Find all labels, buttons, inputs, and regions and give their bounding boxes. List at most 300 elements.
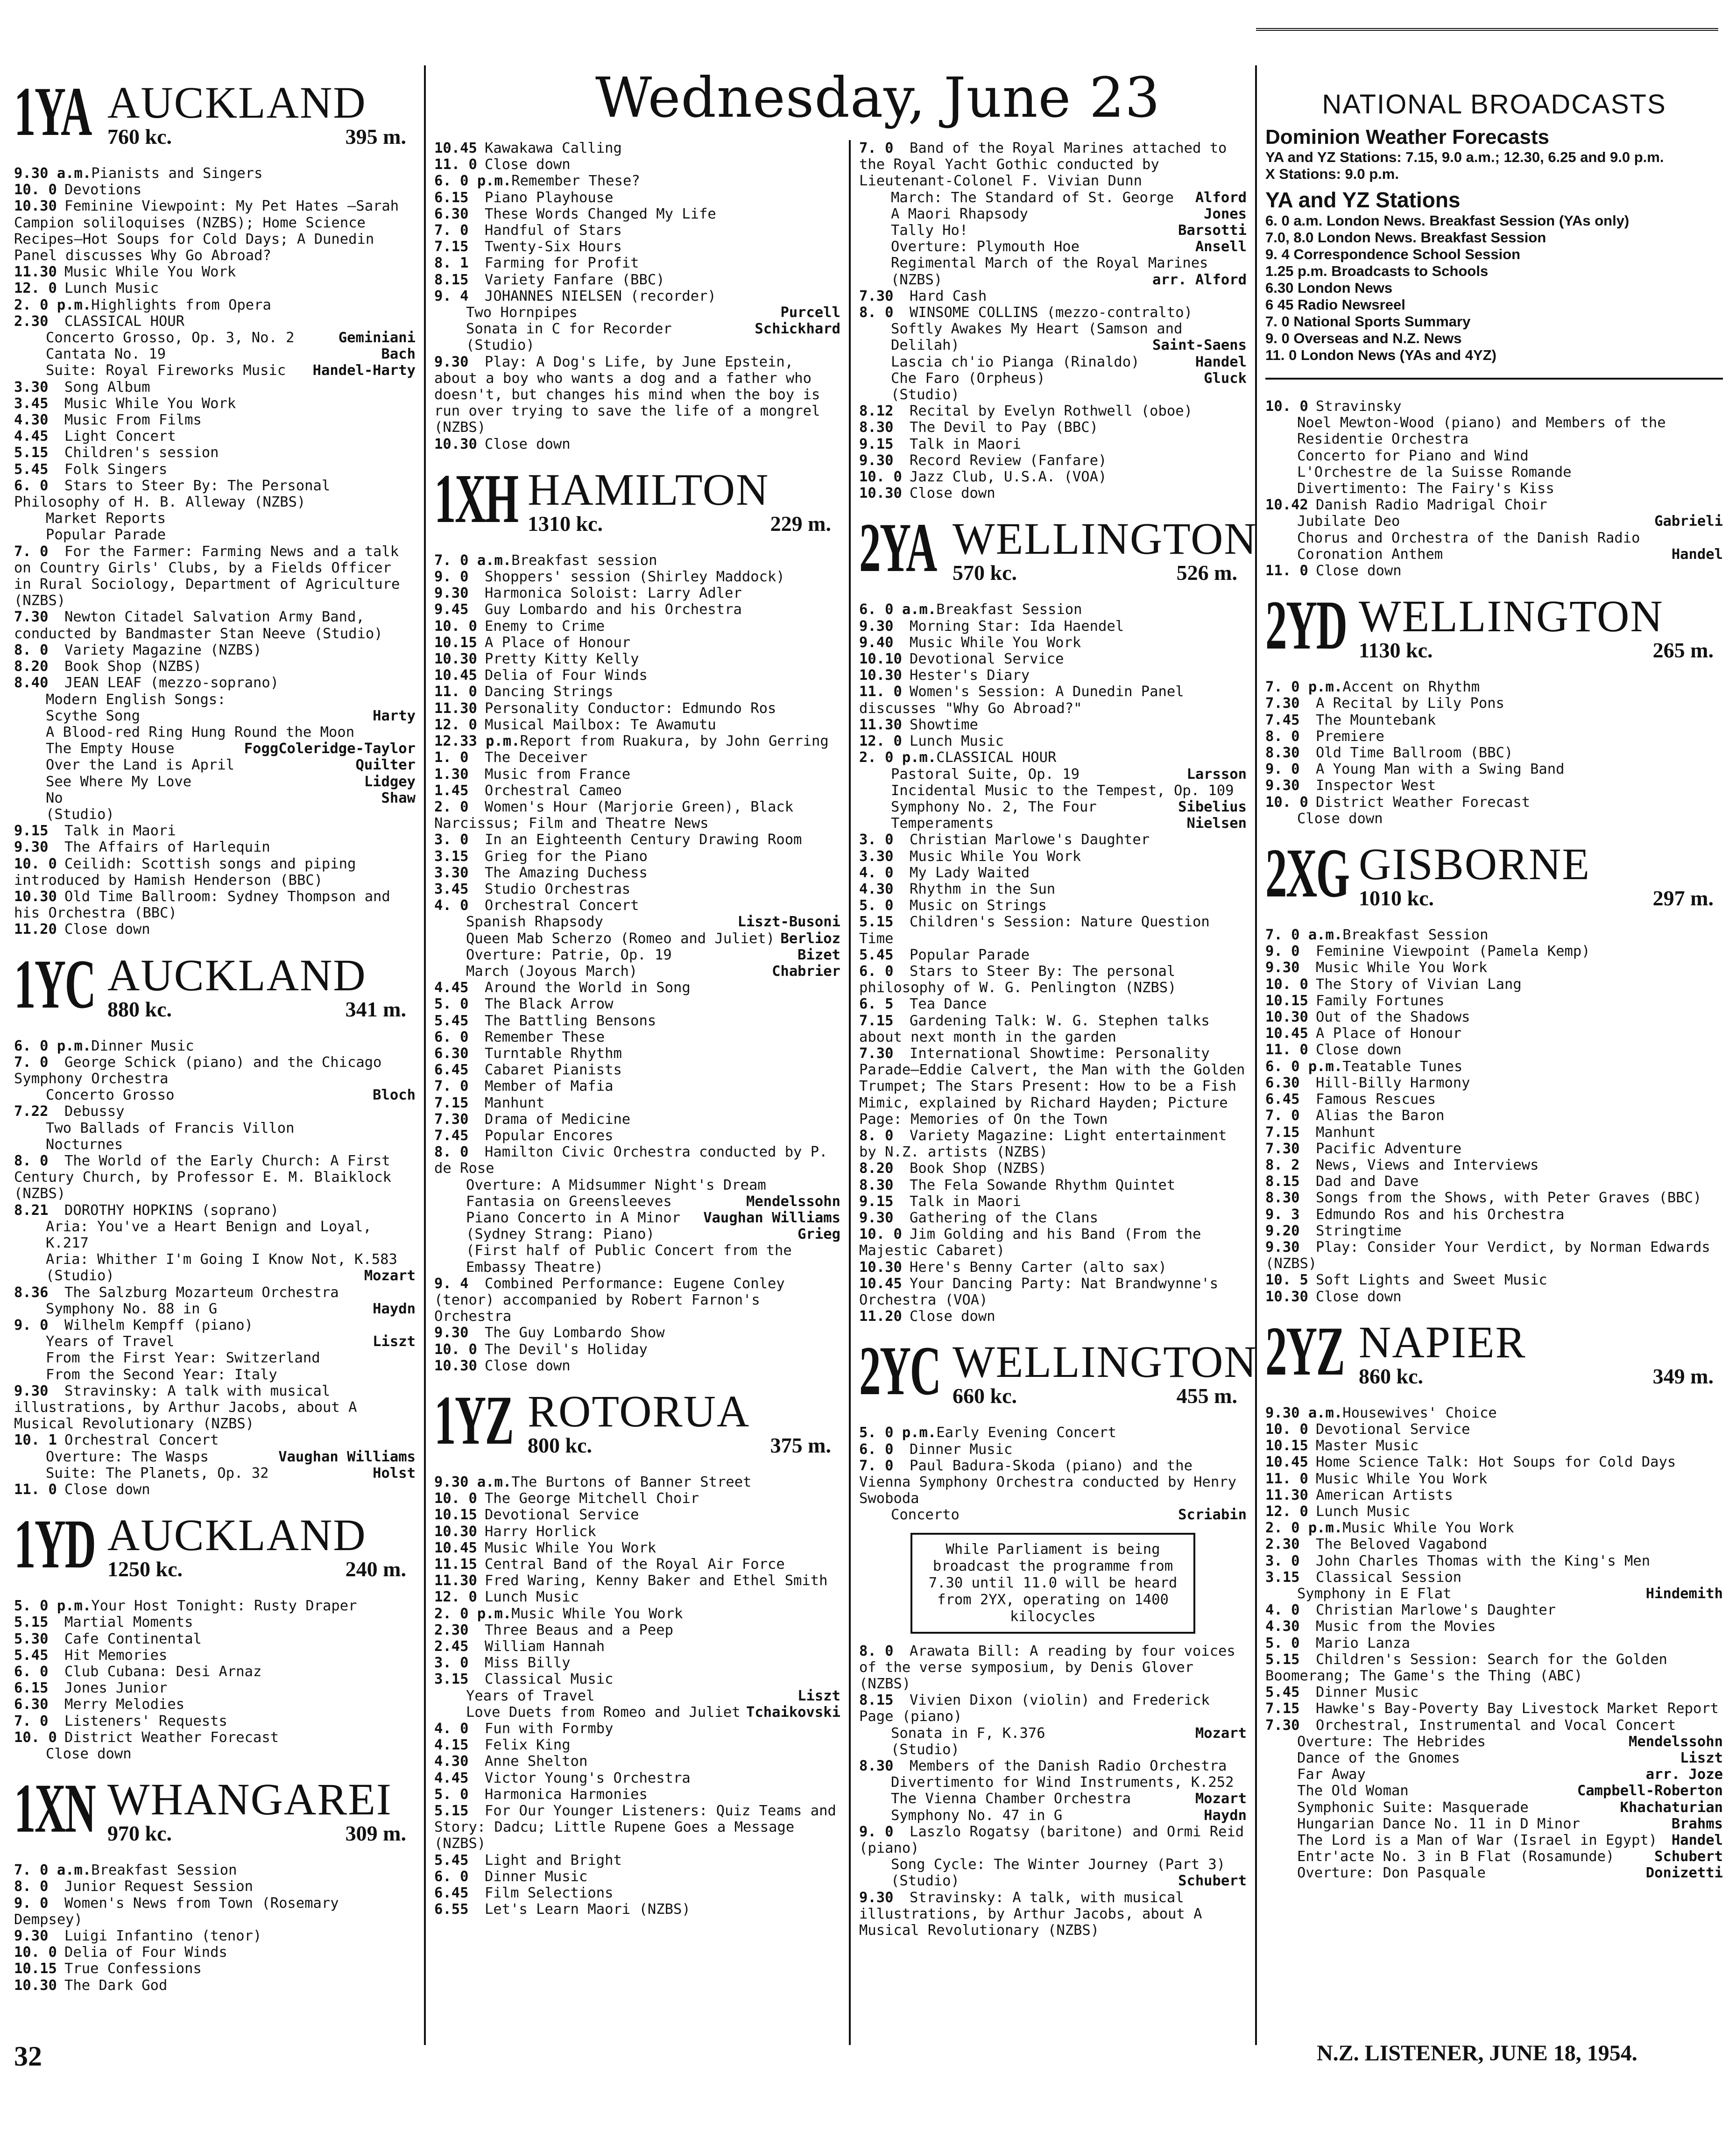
entry-time: 10.15 (434, 634, 477, 651)
programme-entry (434, 1671, 840, 1687)
programme-entry (14, 1729, 416, 1746)
entry-text: Arawata Bill: A reading by four voices of the verse symposium, by Denis Glover (NZBS) (859, 1643, 1244, 1693)
entry-text: Children's Session: Nature Question Time (859, 914, 1219, 947)
entry-time: 7.15 (859, 1012, 894, 1029)
entry-time: 9. 4 (434, 288, 469, 304)
entry-text: Close down (1297, 810, 1383, 827)
entry-time: 5.30 (14, 1630, 49, 1647)
entry-text: (Studio) (891, 1873, 960, 1890)
programme-entry (14, 264, 416, 280)
entry-time: 6.30 (1265, 1074, 1300, 1091)
entry-text: JEAN LEAF (mezzo-soprano) (64, 675, 279, 691)
station-wavelength: 240 m. (345, 1557, 406, 1581)
entry-time: 7. 0 (14, 1713, 49, 1729)
entry-time: 7.30 (859, 1045, 894, 1062)
entry-text: Cabaret Pianists (485, 1062, 622, 1079)
programme-entry (859, 1441, 1247, 1458)
entry-text: Delia of Four Winds (485, 667, 648, 684)
entry-time: 9.30 (434, 353, 469, 370)
programme-entry (14, 1432, 416, 1448)
programme-entry (434, 255, 840, 271)
station-city: WELLINGTON (1359, 591, 1664, 642)
programme-entry (434, 1869, 840, 1885)
programme-entry (14, 362, 416, 379)
station-wavelength: 349 m. (1652, 1364, 1714, 1388)
programme-entry (434, 1721, 840, 1737)
entry-text: Sonata in C for Recorder (466, 321, 672, 338)
station-header (434, 459, 840, 552)
programme-entry (859, 1758, 1247, 1774)
entry-text: Close down (1316, 1288, 1402, 1305)
entry-text: Coronation Anthem (1297, 546, 1443, 563)
programme-entry (14, 1481, 416, 1498)
entry-time: 1.30 (434, 766, 469, 783)
entry-time: 7.30 (14, 609, 49, 626)
programme-entry (1265, 1157, 1723, 1173)
entry-text: Dad and Dave (1316, 1173, 1419, 1190)
entry-time: 10. 5 (1265, 1272, 1308, 1289)
programme-entry (859, 1128, 1247, 1160)
entry-text: Love Duets from Romeo and Juliet (466, 1704, 741, 1721)
entry-text: True Confessions (64, 1961, 202, 1977)
entry-text: Nocturnes (46, 1136, 123, 1153)
programme-entry (1265, 1684, 1723, 1700)
entry-time: 5.45 (434, 1852, 469, 1869)
entry-time: 11.20 (14, 921, 57, 938)
programme-entry (1265, 1536, 1723, 1552)
programme-entry (14, 1219, 416, 1251)
entry-text: Club Cubana: Desi Arnaz (64, 1664, 262, 1680)
entry-text: Newton Citadel Salvation Army Band, conducted by Bandmaster Stan Neeve (Studio) (14, 609, 383, 642)
entry-text: No (46, 790, 63, 806)
programme-entry (859, 684, 1247, 716)
entry-text: Rhythm in the Sun (910, 881, 1056, 897)
entry-text: Cafe Continental (64, 1630, 202, 1647)
entry-time: 6 45 (1265, 296, 1298, 313)
programme-entry (14, 428, 416, 444)
entry-text: Devotional Service (485, 1507, 639, 1523)
entry-text: The Salzburg Mozarteum Orchestra (64, 1284, 339, 1301)
programme-entry (14, 691, 416, 708)
entry-text: Devotional Service (910, 651, 1064, 668)
entry-time: 10.30 (859, 485, 902, 502)
entry-text: Close down (910, 485, 995, 502)
entry-composer: Bloch (373, 1087, 416, 1104)
entry-time: 2. 0 p.m. (434, 1605, 512, 1622)
entry-composer: Liszt (797, 1687, 840, 1704)
entry-text: Dinner Music (485, 1868, 588, 1885)
programme-entry (434, 1226, 840, 1242)
entry-time: 7. 0 (14, 1054, 49, 1071)
entry-text: The Story of Vivian Lang (1316, 976, 1522, 993)
programme-entry (434, 618, 840, 635)
entry-composer: Khachaturian (1620, 1799, 1723, 1816)
programme-entry (14, 198, 416, 264)
yayz-entry (1265, 347, 1723, 364)
entry-text: Jim Golding and his Band (From the Majestic Cabaret) (859, 1226, 1210, 1259)
entry-time: 8. 0 (14, 1152, 49, 1169)
entry-text: CLASSICAL HOUR (936, 749, 1057, 766)
programme-entry (14, 1333, 416, 1350)
programme-entry (859, 832, 1247, 848)
entry-text: Lunch Music (1316, 1503, 1410, 1520)
page-number: 32 (14, 2041, 42, 2072)
entry-text: Combined Performance: Eugene Conley (tenor) accompanied by Robert Farnon's Orchestra (434, 1275, 794, 1325)
entry-time: 2.30 (14, 313, 49, 330)
entry-text: Breakfast Session (91, 1862, 237, 1879)
programme-entry (1265, 1487, 1723, 1503)
entry-text: Fun with Formby (485, 1721, 614, 1737)
programme-entry (434, 585, 840, 601)
entry-text: The Fela Sowande Rhythm Quintet (910, 1177, 1176, 1193)
spacer (1265, 378, 1723, 398)
entry-text: Dinner Music (91, 1037, 194, 1054)
entry-text: Play: A Dog's Life, by June Epstein, about a boy who wants a dog and a father who doesn't, but changes his mind when the boy is run over trying to save the life of a mongrel (NZBS) (434, 353, 829, 436)
programme-entry (859, 485, 1247, 501)
programme-entry (434, 1013, 840, 1029)
programme-entry (859, 239, 1247, 255)
programme-entry (1265, 1405, 1723, 1421)
programme-entry (1265, 1289, 1723, 1305)
entry-time: 4. 0 (434, 1721, 469, 1737)
entry-composer: Fogg (244, 741, 279, 757)
entry-composer: Chabrier (772, 963, 840, 980)
programme-entry (859, 1193, 1247, 1210)
entry-time: 9.30 (859, 1209, 894, 1226)
station-frequency: 970 kc. (107, 1821, 172, 1846)
entry-text: Lunch Music (64, 280, 159, 297)
station-callsign: 2YA (859, 509, 936, 587)
entry-text: Jubilate Deo (1297, 513, 1400, 530)
entry-time: 8. 0 (859, 304, 894, 321)
entry-text: Children's session (64, 444, 219, 461)
entry-text: These Words Changed My Life (485, 205, 716, 222)
entry-composer: Handel (1671, 546, 1723, 563)
entry-composer: Schubert (1178, 1873, 1247, 1890)
entry-time: 8.20 (14, 658, 49, 675)
entry-time: 7.45 (434, 1127, 469, 1144)
entry-text: International Showtime: Personality Parade—Eddie Calvert, the Man with the Golden Trumpet; The Stars Present: How to be a Fish Mimic, explained by Richard Hayden; Picture Page: Memories of On the Town (859, 1045, 1254, 1128)
station-city: AUCKLAND (107, 950, 367, 1000)
station-callsign: 1XH (434, 459, 518, 537)
entry-time: 7.22 (14, 1103, 49, 1120)
entry-time: 10.42 (1265, 497, 1308, 514)
entry-text: The George Mitchell Choir (485, 1490, 699, 1507)
entry-text: Music from the Movies (1316, 1618, 1496, 1635)
yayz-entry (1265, 229, 1723, 246)
entry-composer: Mozart (1195, 1725, 1247, 1742)
entry-composer: Mendelssohn (1629, 1733, 1723, 1750)
entry-text: London News (YAs and 4YZ) (1300, 347, 1496, 363)
programme-entry (859, 1226, 1247, 1259)
programme-entry (1265, 943, 1723, 959)
programme-entry (859, 387, 1247, 403)
entry-text: Morning Star: Ida Haendel (910, 618, 1124, 635)
station-frequency: 1010 kc. (1359, 886, 1434, 910)
programme-entry (434, 1111, 840, 1128)
entry-time: 7.30 (1265, 1140, 1300, 1157)
entry-text: Symphony No. 88 in G (46, 1300, 218, 1317)
programme-entry (859, 370, 1247, 387)
programme-entry (14, 889, 416, 921)
entry-text: The Burtons of Banner Street (511, 1474, 752, 1491)
entry-time: 10.15 (434, 1507, 477, 1523)
programme-entry (14, 1284, 416, 1301)
entry-time: 7. 0 p.m. (1265, 679, 1343, 696)
programme-entry (14, 1383, 416, 1432)
entry-text: Orchestral Concert (64, 1432, 219, 1449)
entry-text: See Where My Love (46, 773, 192, 790)
entry-time: 10. 0 (1265, 976, 1308, 993)
entry-text: Over the Land is April (46, 757, 234, 774)
entry-text: Music While You Work (64, 264, 236, 281)
programme-entry (14, 1961, 416, 1977)
station-callsign: 2YD (1265, 586, 1347, 664)
programme-entry (14, 1202, 416, 1219)
programme-entry (859, 436, 1247, 452)
entry-text: London News (1297, 280, 1393, 296)
entry-text: Three Beaus and a Peep (485, 1622, 673, 1638)
entry-text: CLASSICAL HOUR (64, 313, 185, 330)
entry-text: American Artists (1316, 1487, 1453, 1503)
yayz-entry (1265, 313, 1723, 330)
entry-time: 4.45 (14, 428, 49, 445)
entry-time: 11. 0 (1265, 1470, 1308, 1487)
entry-time: 6. 0 a.m. (1265, 212, 1327, 229)
entry-time: 7.30 (1265, 695, 1300, 712)
entry-text: Remember These? (511, 173, 640, 190)
entry-time: 10. 0 (434, 1341, 477, 1358)
programme-entry (1265, 1239, 1723, 1272)
programme-entry (1265, 1421, 1723, 1438)
programme-entry (14, 280, 416, 296)
programme-entry (1265, 513, 1723, 529)
entry-time: 9.30 a.m. (14, 165, 92, 182)
entry-text: In an Eighteenth Century Drawing Room (485, 832, 802, 848)
entry-time: 9.30 a.m. (1265, 1404, 1343, 1421)
programme-entry (14, 1301, 416, 1317)
entry-time: 8.30 (859, 419, 894, 436)
programme-entry (1265, 927, 1723, 943)
parliament-notice: While Parliament is being broadcast the programme from 7.30 until 11.0 will be heard from 2YX, operating on 1400 kilocycles (910, 1533, 1195, 1634)
entry-time: 6. 0 (434, 1868, 469, 1885)
programme-entry (859, 288, 1247, 304)
entry-composer: Schickhard (755, 321, 840, 338)
entry-text: Hester's Diary (910, 667, 1030, 684)
entry-time: 9.30 (1265, 777, 1300, 794)
programme-entry (1265, 1602, 1723, 1618)
programme-entry (14, 1713, 416, 1729)
entry-text: Songs from the Shows, with Peter Graves (BBC) (1316, 1190, 1702, 1206)
station-frequency: 570 kc. (953, 561, 1017, 585)
programme-entry (434, 321, 840, 337)
programme-entry (14, 1449, 416, 1465)
entry-time: 10.30 (434, 1523, 477, 1540)
programme-entry (434, 749, 840, 766)
programme-entry (1265, 464, 1723, 480)
programme-entry (434, 1573, 840, 1589)
programme-entry (1265, 1717, 1723, 1734)
station-city: GISBORNE (1359, 839, 1591, 889)
programme-entry (1265, 1734, 1723, 1750)
entry-text: Gardening Talk: W. G. Stephen talks about next month in the garden (859, 1012, 1219, 1045)
entry-time: 11.30 (859, 716, 902, 733)
entry-composer: Lidgey (364, 773, 416, 790)
programme-entry (434, 272, 840, 288)
programme-entry (859, 321, 1247, 353)
programme-entry (14, 1944, 416, 1961)
programme-entry (859, 749, 1247, 766)
programme-entry (1265, 1223, 1723, 1239)
entry-text: Hungarian Dance No. 11 in D Minor (1297, 1815, 1580, 1832)
entry-text: For the Farmer: Farming News and a talk on Country Girls' Clubs, by a Fields Officer in Rural Sociology, Department of Agriculture (NZBS) (14, 543, 409, 609)
entry-time: 9. 0 (1265, 761, 1300, 778)
entry-time: 9.45 (434, 601, 469, 618)
programme-entry (434, 1358, 840, 1374)
entry-time: 10.30 (434, 1357, 477, 1374)
entry-time: 9.30 (1265, 1239, 1300, 1255)
programme-entry (434, 1737, 840, 1753)
entry-text: Luigi Infantino (tenor) (64, 1928, 262, 1945)
entry-text: News, Views and Interviews (1316, 1157, 1539, 1173)
programme-entry (859, 1308, 1247, 1325)
entry-time: 7.45 (1265, 712, 1300, 728)
entry-text: A Young Man with a Swing Band (1316, 761, 1565, 778)
programme-entry (434, 1029, 840, 1045)
programme-entry (14, 1631, 416, 1647)
entry-time: 9.15 (14, 823, 49, 839)
entry-time: 1. 0 (434, 749, 469, 766)
entry-text: Children's Session: Search for the Golden Boomerang; The Game's the Thing (ABC) (1265, 1651, 1676, 1684)
entry-time: 10.30 (14, 198, 57, 215)
entry-time: 6. 0 p.m. (1265, 1058, 1343, 1075)
entry-composer: Campbell-Roberton (1577, 1783, 1723, 1799)
entry-text: Teatable Tunes (1342, 1058, 1463, 1075)
programme-entry (434, 1144, 840, 1177)
entry-text: Accent on Rhythm (1342, 679, 1480, 696)
entry-composer: arr. Joze (1645, 1766, 1723, 1783)
station-wavelength: 526 m. (1176, 561, 1237, 585)
entry-time: 11. 0 (434, 156, 477, 173)
entry-text: Light Concert (64, 428, 176, 445)
entry-composer: Grieg (797, 1226, 840, 1243)
entry-text: Twenty-Six Hours (485, 239, 622, 255)
entry-text: Alias the Baron (1316, 1107, 1445, 1124)
entry-text: Feminine Viewpoint: My Pet Hates —Sarah Campion soliloquises (NZBS); Home Science Recipes—Hot Soups for Cold Days; A Dunedin Panel discusses Why Go Abroad? (14, 198, 408, 264)
entry-composer: Sibelius (1178, 798, 1247, 815)
entry-text: Members of the Danish Radio Orchestra (910, 1758, 1227, 1775)
entry-time: 10.15 (14, 1961, 57, 1977)
programme-entry (434, 667, 840, 684)
entry-text: National Sports Summary (1293, 313, 1471, 330)
entry-time: 12. 0 (859, 733, 902, 750)
programme-entry (14, 412, 416, 428)
entry-text: WINSOME COLLINS (mezzo-contralto) (910, 304, 1193, 321)
programme-entry (1265, 976, 1723, 993)
programme-entry (434, 1770, 840, 1786)
entry-text: Ceilidh: Scottish songs and piping introduced by Hamish Henderson (BBC) (14, 855, 365, 889)
entry-time: 7.15 (434, 239, 469, 255)
masthead-credit: N.Z. LISTENER, JUNE 18, 1954. (1317, 2041, 1637, 2066)
programme-entry (859, 1507, 1247, 1523)
programme-entry (14, 346, 416, 362)
entry-text: Orchestral Cameo (485, 782, 622, 799)
programme-entry (859, 1643, 1247, 1693)
entry-text: (NZBS) (891, 271, 943, 288)
entry-text: Manhunt (1316, 1124, 1376, 1141)
programme-entry (859, 766, 1247, 783)
entry-text: A Maori Rhapsody (891, 205, 1028, 222)
entry-text: George Schick (piano) and the Chicago Symphony Orchestra (14, 1054, 390, 1087)
programme-entry (1265, 1190, 1723, 1206)
entry-text: For Our Younger Listeners: Quiz Teams and Story: Dadcu; Little Rupene Goes a Message (NZBS) (434, 1803, 845, 1852)
entry-text: Pacific Adventure (1316, 1140, 1462, 1157)
programme-entry (434, 1655, 840, 1671)
programme-entry (434, 766, 840, 783)
entry-time: 11. 0 (1265, 1042, 1308, 1058)
entry-text: Music from France (485, 766, 631, 783)
programme-entry (859, 1725, 1247, 1742)
entry-text: Close down (910, 1308, 995, 1325)
entry-time: 6. 0 (14, 477, 49, 494)
entry-text: Debussy (64, 1103, 125, 1120)
programme-entry (1265, 1503, 1723, 1520)
entry-text: Famous Rescues (1316, 1091, 1436, 1108)
station-frequency: 660 kc. (953, 1384, 1017, 1408)
entry-time: 6. 0 (434, 1029, 469, 1045)
station-wavelength: 229 m. (770, 511, 831, 536)
entry-text: Lunch Music (485, 1589, 579, 1606)
entry-time: 10.30 (434, 436, 477, 452)
programme-entry (1265, 761, 1723, 777)
entry-time: 10. 0 (859, 1226, 902, 1243)
entry-composer: Scriabin (1178, 1507, 1247, 1523)
entry-text: Popular Parade (46, 527, 166, 543)
station-city: AUCKLAND (107, 78, 367, 127)
entry-text: Merry Melodies (64, 1696, 185, 1713)
entry-time: 10. 0 (14, 182, 57, 198)
column-rule (849, 140, 851, 2045)
entry-composer: Handel-Harty (312, 362, 416, 379)
entry-text: The Mountebank (1316, 712, 1436, 728)
programme-entry (14, 444, 416, 461)
programme-entry (434, 733, 840, 749)
programme-entry (14, 921, 416, 938)
programme-entry (434, 897, 840, 914)
station-wavelength: 297 m. (1652, 886, 1714, 910)
programme-entry (859, 651, 1247, 667)
entry-time: 8.30 (859, 1177, 894, 1193)
programme-entry (14, 790, 416, 806)
entry-time: 7.15 (1265, 1124, 1300, 1141)
programme-entry (434, 206, 840, 222)
entry-time: 2.45 (434, 1638, 469, 1655)
programme-entry (859, 469, 1247, 485)
entry-time: 8.30 (859, 1758, 894, 1775)
programme-entry (859, 1425, 1247, 1441)
programme-entry (1265, 1816, 1723, 1832)
entry-text: Overseas and N.Z. News (1293, 330, 1462, 346)
entry-text: District Weather Forecast (64, 1729, 279, 1746)
entry-time: 10.15 (1265, 992, 1308, 1009)
entry-time: 12. 0 (434, 716, 477, 733)
entry-text: Music While You Work (1342, 1520, 1514, 1537)
programme-entry (1265, 1454, 1723, 1470)
programme-entry (434, 239, 840, 255)
entry-text: Talk in Maori (64, 823, 176, 839)
station-city: WHANGAREI (107, 1774, 392, 1825)
entry-text: Dinner Music (1316, 1684, 1419, 1701)
